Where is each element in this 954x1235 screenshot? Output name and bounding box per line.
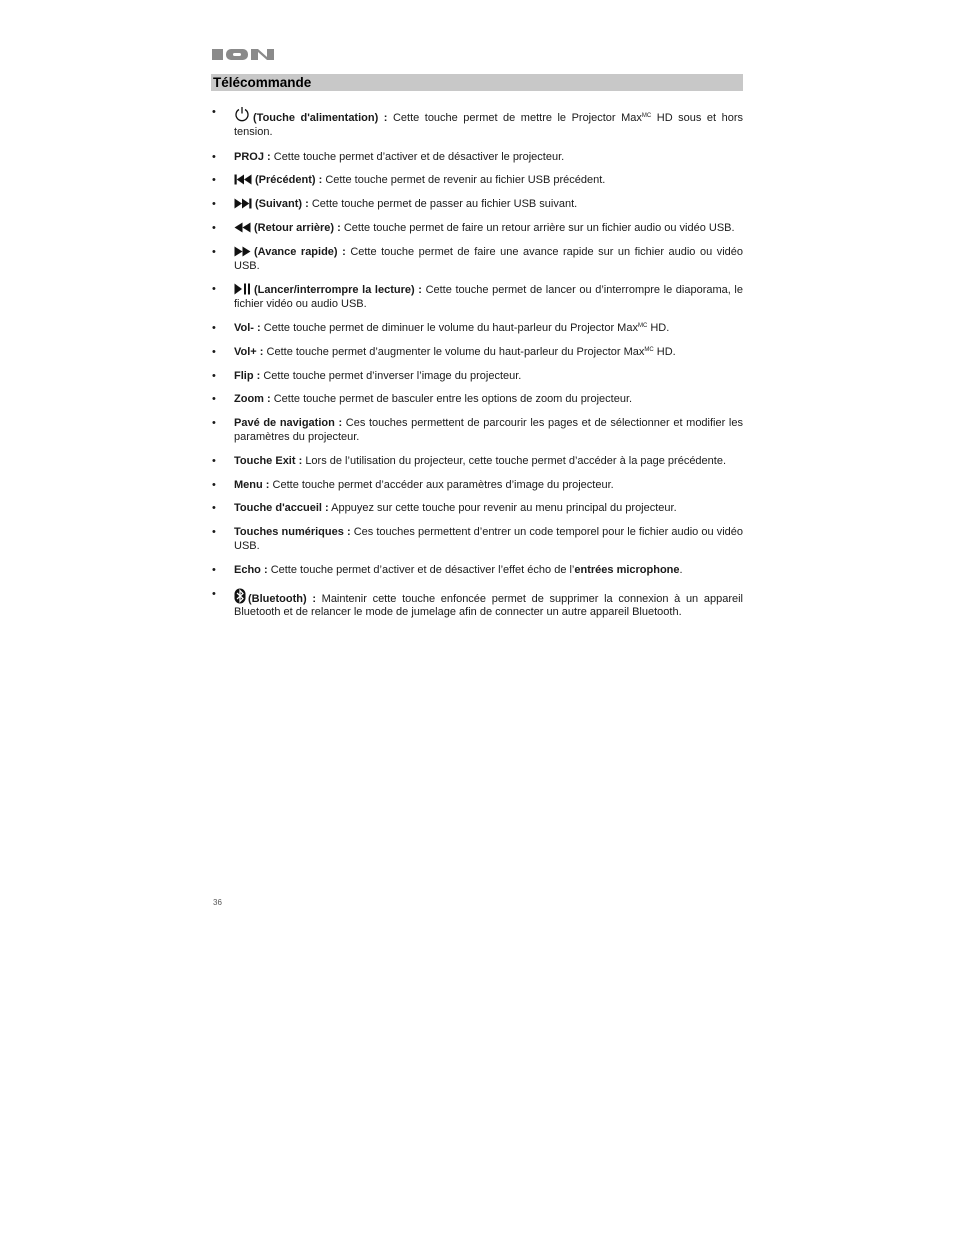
play-pause-icon (234, 283, 251, 295)
bullet: • (212, 478, 216, 491)
bullet: • (212, 563, 216, 576)
list-item-bluetooth (211, 588, 743, 621)
item-label: (Retour arrière) : (254, 221, 341, 234)
bullet: • (212, 245, 216, 258)
item-label: Touches numériques : (234, 526, 351, 539)
list-item-numeric-keys (211, 526, 743, 554)
bullet: • (212, 526, 216, 539)
item-description: Ces touches permettent de parcourir les pages et de sélectionner et modifier les paramètres du projecteur. (234, 417, 743, 443)
remote-buttons-list (211, 106, 743, 630)
bullet: • (212, 106, 216, 118)
item-description: Cette touche permet de diminuer le volume du haut-parleur du Projector Max$^{MC}$ HD. (263, 321, 670, 334)
item-label: (Lancer/interrompre la lecture) : (254, 284, 422, 297)
bullet: • (212, 369, 216, 382)
item-label: Zoom : (234, 393, 271, 406)
bullet: • (212, 393, 216, 406)
power-icon (234, 106, 250, 122)
item-label: Touche d'accueil : (234, 502, 329, 515)
rewind-icon (234, 222, 251, 233)
item-label: (Touche d'alimentation) : (253, 112, 388, 124)
item-label: (Suivant) : (255, 198, 309, 211)
item-description: Cette touche permet de lancer ou d’interrompre le diaporama, le fichier vidéo ou audio USB. (234, 284, 743, 311)
list-item-fast-forward (211, 246, 743, 274)
item-label: Menu : (234, 478, 270, 491)
list-item-echo (211, 564, 743, 578)
item-description: Cette touche permet de passer au fichier USB suivant. (311, 198, 578, 211)
bullet: • (212, 150, 216, 163)
list-item-rewind (211, 222, 743, 236)
list-item-exit (211, 455, 743, 469)
bullet: • (212, 587, 216, 600)
list-item-zoom (211, 393, 743, 407)
item-label: Echo : (234, 563, 268, 576)
bullet: • (212, 221, 216, 234)
item-description: Ces touches permettent d’entrer un code temporel pour le fichier audio ou vidéo USB. (234, 526, 743, 552)
list-item-previous (211, 174, 743, 188)
item-description: Lors de l’utilisation du projecteur, cette touche permet d’accéder à la page précédente. (305, 454, 727, 467)
item-label: (Bluetooth) : (248, 592, 316, 605)
item-description: Cette touche permet d’activer et de désactiver le projecteur. (273, 150, 565, 163)
item-label: (Avance rapide) : (254, 245, 346, 258)
bullet: • (212, 174, 216, 187)
item-description: Appuyez sur cette touche pour revenir au menu principal du projecteur. (331, 502, 677, 515)
list-item-flip (211, 370, 743, 384)
bullet: • (212, 198, 216, 211)
list-item-proj (211, 151, 743, 165)
list-item-vol-down (211, 322, 743, 336)
list-item-menu (211, 479, 743, 493)
item-label: Vol- : (234, 321, 261, 334)
item-description: Cette touche permet d’accéder aux paramètres d’image du projecteur. (272, 478, 614, 491)
bullet: • (212, 454, 216, 467)
item-label: Touche Exit : (234, 454, 303, 467)
list-item-next (211, 198, 743, 212)
item-description: Cette touche permet d’inverser l’image du projecteur. (263, 369, 522, 382)
bluetooth-icon (234, 588, 246, 604)
item-description: Cette touche permet d’activer et de désactiver l’effet écho de l’entrées microphone. (270, 563, 683, 576)
list-item-play-pause (211, 283, 743, 312)
list-item-home (211, 502, 743, 516)
bullet: • (212, 321, 216, 334)
item-description: Cette touche permet de faire une avance rapide sur un fichier audio ou vidéo USB. (234, 245, 744, 272)
item-description: Cette touche permet de mettre le Projector Max$^{MC}$ HD sous et hors tension. (234, 112, 743, 138)
item-description: Cette touche permet de revenir au fichier USB précédent. (325, 174, 606, 187)
ion-logo-mark (212, 47, 274, 62)
item-label: Pavé de navigation : (234, 417, 343, 430)
bullet: • (212, 502, 216, 515)
item-description: Cette touche permet de faire un retour arrière sur un fichier audio ou vidéo USB. (343, 221, 735, 234)
item-description: Cette touche permet de basculer entre les options de zoom du projecteur. (273, 393, 633, 406)
list-item-navigation-pad (211, 417, 743, 445)
item-description: Maintenir cette touche enfoncée permet de supprimer la connexion à un appareil Bluetooth et de relancer le mode de jumelage afin de connecter un autre appareil Bluetooth. (234, 592, 743, 619)
list-item-power (211, 106, 743, 140)
item-label: PROJ : (234, 150, 271, 163)
list-item-vol-up (211, 346, 743, 360)
item-description: Cette touche permet d’augmenter le volume du haut-parleur du Projector Max$^{MC}$ HD. (266, 345, 676, 358)
item-label: (Précédent) : (255, 174, 323, 187)
item-label: Flip : (234, 369, 261, 382)
ion-logo (212, 47, 274, 62)
section-header-bar (211, 74, 743, 91)
fast-forward-icon (234, 246, 251, 257)
next-icon (234, 198, 252, 209)
page-number: 36 (213, 898, 222, 907)
bullet: • (212, 345, 216, 358)
previous-icon (234, 174, 252, 185)
section-title: Télécommande (213, 75, 312, 90)
bullet: • (212, 283, 216, 296)
item-label: Vol+ : (234, 345, 264, 358)
bullet: • (212, 417, 216, 430)
